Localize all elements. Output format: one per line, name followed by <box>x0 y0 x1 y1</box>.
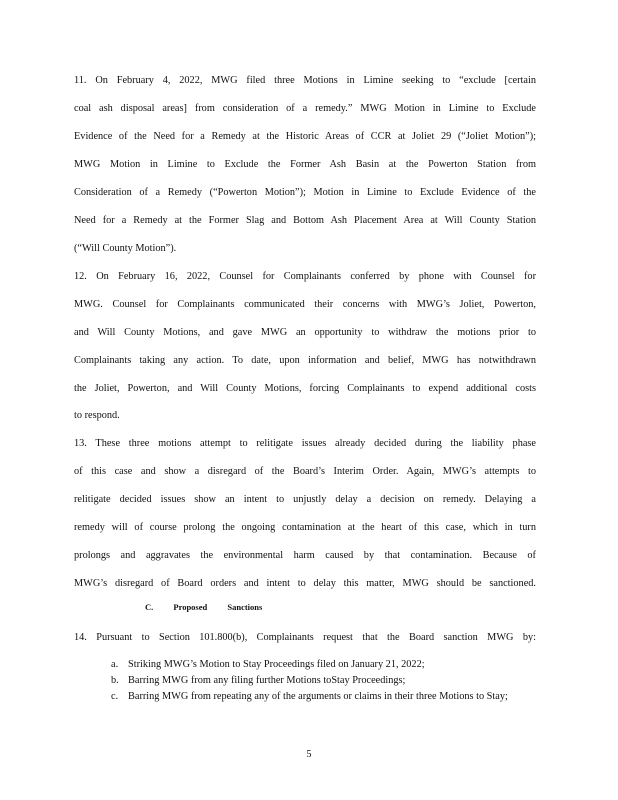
list-marker: b. <box>111 675 119 686</box>
paragraph-line: (“Will County Motion”). <box>74 243 177 254</box>
section-title-word: Sanctions <box>227 602 263 612</box>
paragraph-line: MWG. Counsel for Complainants communicated their concerns with MWG’s Joliet, Powerton, <box>74 299 536 310</box>
paragraph-line: 11. On February 4, 2022, MWG filed three Motions in Limine seeking to “exclude [certain <box>74 75 536 86</box>
paragraph-line: coal ash disposal areas] from consideration of a remedy.” MWG Motion in Limine to Exclude <box>74 103 536 114</box>
paragraph-line: remedy will of course prolong the ongoing contamination at the heart of this case, which in turn <box>74 522 536 533</box>
list-marker: c. <box>111 691 119 702</box>
list-item <box>111 690 536 703</box>
paragraph-line: MWG’s disregard of Board orders and intent to delay this matter, MWG should be sanctioned. <box>74 578 536 589</box>
paragraph-line: of this case and show a disregard of the Board’s Interim Order. Again, MWG’s attempts to <box>74 466 536 477</box>
list-item-text: Barring MWG from repeating any of the arguments or claims in their three Motions to Stay; <box>128 691 508 702</box>
list-item <box>111 674 536 687</box>
paragraph-line: MWG Motion in Limine to Exclude the Former Ash Basin at the Powerton Station from <box>74 159 536 170</box>
paragraph-line: 12. On February 16, 2022, Counsel for Complainants conferred by phone with Counsel for <box>74 271 536 282</box>
paragraph-14: 14. Pursuant to Section 101.800(b), Complainants request that the Board sanction MWG by: <box>74 632 536 643</box>
paragraph-line: and Will County Motions, and gave MWG an opportunity to withdraw the motions prior to <box>74 327 536 338</box>
paragraph-line: Need for a Remedy at the Former Slag and Bottom Ash Placement Area at Will County Station <box>74 215 536 226</box>
paragraph-line: relitigate decided issues show an intent to unjustly delay a decision on remedy. Delaying a <box>74 494 536 505</box>
list-item-text: Barring MWG from any filing further Motions toStay Proceedings; <box>128 675 406 686</box>
section-letter: C. <box>145 602 154 612</box>
paragraph-line: the Joliet, Powerton, and Will County Motions, forcing Complainants to expend additional costs <box>74 383 536 394</box>
paragraph-line: 13. These three motions attempt to relitigate issues already decided during the liability phase <box>74 438 536 449</box>
section-title-word: Proposed <box>173 602 208 612</box>
list-item <box>111 658 536 671</box>
list-marker: a. <box>111 659 119 670</box>
page-number: 5 <box>306 749 312 760</box>
paragraph-line: to respond. <box>74 410 120 421</box>
paragraph-line: Consideration of a Remedy (“Powerton Motion”); Motion in Limine to Exclude Evidence of the <box>74 187 536 198</box>
section-heading <box>145 602 280 612</box>
paragraph-line: Evidence of the Need for a Remedy at the Historic Areas of CCR at Joliet 29 (“Joliet Motion”); <box>74 131 536 142</box>
list-item-text: Striking MWG’s Motion to Stay Proceedings filed on January 21, 2022; <box>128 659 425 670</box>
paragraph-line: prolongs and aggravates the environmental harm caused by that contamination. Because of <box>74 550 536 561</box>
paragraph-line: Complainants taking any action. To date, upon information and belief, MWG has notwithdrawn <box>74 355 536 366</box>
